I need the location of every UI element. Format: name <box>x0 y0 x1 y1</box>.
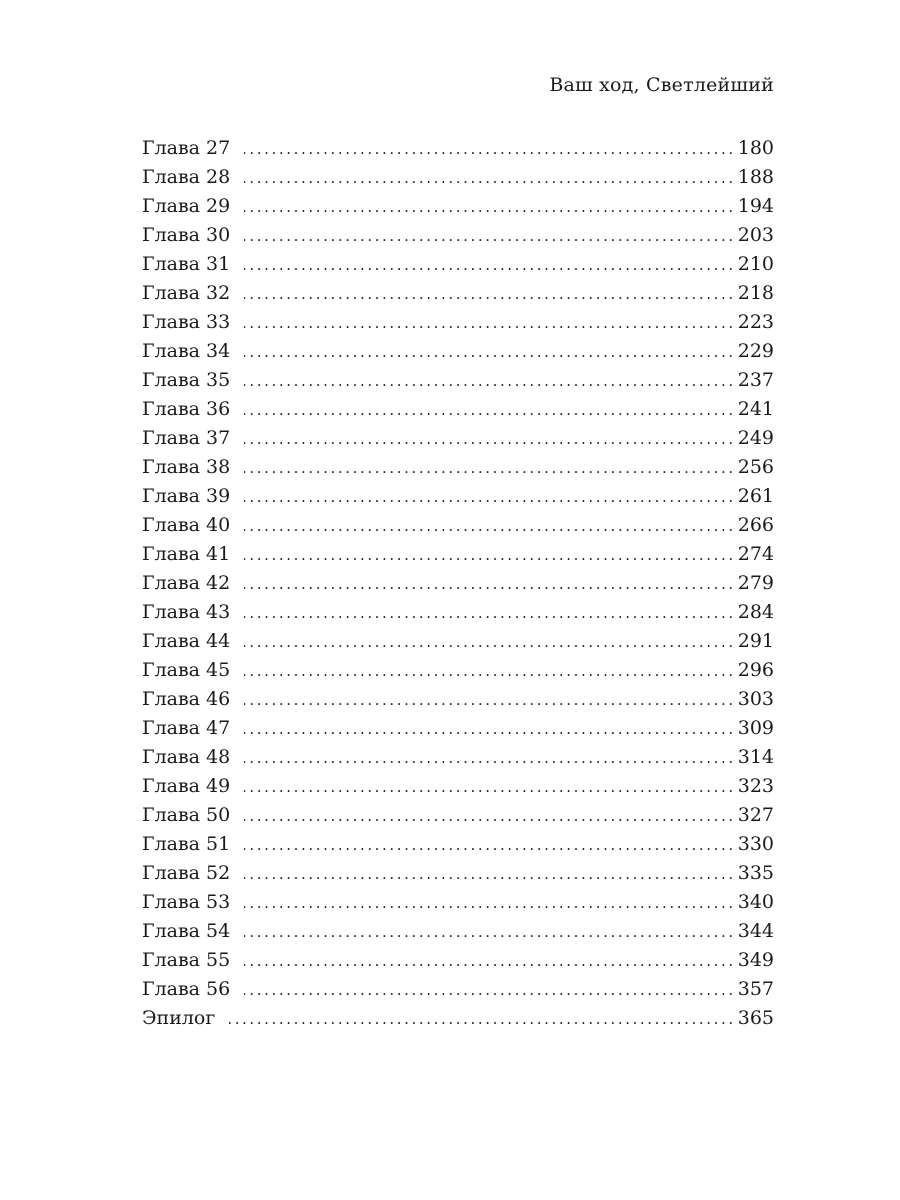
toc-dot-leader <box>244 425 736 454</box>
toc-entry <box>142 917 774 946</box>
toc-dot-leader <box>244 222 736 251</box>
toc-entry <box>142 279 774 308</box>
toc-dot-leader <box>244 773 736 802</box>
toc-entry <box>142 743 774 772</box>
toc-dot-leader <box>229 1005 735 1034</box>
toc-dot-leader <box>244 744 736 773</box>
toc-entry <box>142 714 774 743</box>
toc-entry-title: Глава 55 <box>142 949 231 971</box>
toc-entry-page: 279 <box>737 572 774 594</box>
toc-entry <box>142 598 774 627</box>
toc-entry-title: Глава 45 <box>142 659 231 681</box>
toc-entry-page: 340 <box>737 891 774 913</box>
toc-dot-leader <box>244 918 736 947</box>
toc-entry-epilogue <box>142 1004 774 1033</box>
toc-entry-page: 274 <box>737 543 774 565</box>
toc-entry <box>142 540 774 569</box>
toc-entry-title: Глава 37 <box>142 427 231 449</box>
toc-dot-leader <box>244 309 736 338</box>
toc-entry-page: 291 <box>737 630 774 652</box>
toc-entry <box>142 134 774 163</box>
toc-entry-page: 241 <box>737 398 774 420</box>
toc-entry-title: Глава 48 <box>142 746 231 768</box>
toc-entry-page: 194 <box>737 195 774 217</box>
toc-dot-leader <box>244 396 736 425</box>
toc-entry <box>142 772 774 801</box>
toc-entry-page: 357 <box>737 978 774 1000</box>
toc-entry <box>142 395 774 424</box>
toc-dot-leader <box>244 135 736 164</box>
toc-entry-title: Эпилог <box>142 1007 216 1029</box>
toc-entry-page: 365 <box>737 1007 774 1029</box>
toc-entry <box>142 192 774 221</box>
toc-dot-leader <box>244 483 736 512</box>
toc-entry-title: Глава 44 <box>142 630 231 652</box>
toc-dot-leader <box>244 599 736 628</box>
toc-dot-leader <box>244 164 736 193</box>
toc-entry <box>142 453 774 482</box>
toc-entry-page: 296 <box>737 659 774 681</box>
toc-entry-page: 218 <box>737 282 774 304</box>
toc-entry-title: Глава 41 <box>142 543 231 565</box>
toc-entry <box>142 656 774 685</box>
toc-entry <box>142 366 774 395</box>
toc-entry <box>142 975 774 1004</box>
toc-entry-page: 223 <box>737 311 774 333</box>
toc-dot-leader <box>244 628 736 657</box>
toc-entry <box>142 830 774 859</box>
toc-dot-leader <box>244 860 736 889</box>
toc-entry-page: 349 <box>737 949 774 971</box>
toc-dot-leader <box>244 947 736 976</box>
toc-entry-title: Глава 32 <box>142 282 231 304</box>
table-of-contents <box>142 134 774 1033</box>
toc-entry <box>142 337 774 366</box>
toc-entry-page: 229 <box>737 340 774 362</box>
toc-entry-page: 344 <box>737 920 774 942</box>
toc-entry-title: Глава 39 <box>142 485 231 507</box>
toc-entry-page: 188 <box>737 166 774 188</box>
toc-dot-leader <box>244 686 736 715</box>
toc-entry-page: 203 <box>737 224 774 246</box>
toc-entry-title: Глава 36 <box>142 398 231 420</box>
running-header-title: Ваш ход, Светлейший <box>549 74 774 96</box>
toc-entry-page: 256 <box>737 456 774 478</box>
toc-entry-title: Глава 27 <box>142 137 231 159</box>
toc-entry-page: 327 <box>737 804 774 826</box>
toc-entry-title: Глава 47 <box>142 717 231 739</box>
toc-dot-leader <box>244 454 736 483</box>
toc-dot-leader <box>244 976 736 1005</box>
toc-dot-leader <box>244 251 736 280</box>
toc-entry-title: Глава 28 <box>142 166 231 188</box>
toc-dot-leader <box>244 193 736 222</box>
toc-entry <box>142 511 774 540</box>
toc-entry-title: Глава 53 <box>142 891 231 913</box>
toc-entry-page: 237 <box>737 369 774 391</box>
toc-entry-page: 266 <box>737 514 774 536</box>
toc-entry-title: Глава 30 <box>142 224 231 246</box>
toc-entry-title: Глава 43 <box>142 601 231 623</box>
toc-entry-title: Глава 29 <box>142 195 231 217</box>
toc-dot-leader <box>244 541 736 570</box>
toc-dot-leader <box>244 715 736 744</box>
toc-dot-leader <box>244 367 736 396</box>
toc-entry <box>142 801 774 830</box>
toc-dot-leader <box>244 802 736 831</box>
toc-entry-page: 314 <box>737 746 774 768</box>
toc-entry <box>142 569 774 598</box>
toc-entry-title: Глава 50 <box>142 804 231 826</box>
toc-entry <box>142 482 774 511</box>
toc-entry-page: 210 <box>737 253 774 275</box>
toc-entry-page: 180 <box>737 137 774 159</box>
toc-entry-title: Глава 35 <box>142 369 231 391</box>
toc-entry-title: Глава 46 <box>142 688 231 710</box>
toc-dot-leader <box>244 280 736 309</box>
toc-entry <box>142 859 774 888</box>
toc-entry <box>142 946 774 975</box>
toc-entry-page: 335 <box>737 862 774 884</box>
toc-entry <box>142 250 774 279</box>
toc-entry <box>142 888 774 917</box>
toc-entry-title: Глава 56 <box>142 978 231 1000</box>
toc-entry-title: Глава 42 <box>142 572 231 594</box>
toc-entry <box>142 308 774 337</box>
toc-entry <box>142 163 774 192</box>
toc-entry-page: 309 <box>737 717 774 739</box>
toc-entry-page: 303 <box>737 688 774 710</box>
toc-entry-title: Глава 40 <box>142 514 231 536</box>
toc-entry-title: Глава 54 <box>142 920 231 942</box>
toc-dot-leader <box>244 889 736 918</box>
toc-entry <box>142 685 774 714</box>
toc-entry-title: Глава 49 <box>142 775 231 797</box>
toc-dot-leader <box>244 831 736 860</box>
toc-entry-title: Глава 31 <box>142 253 231 275</box>
toc-entry-title: Глава 52 <box>142 862 231 884</box>
toc-entry <box>142 221 774 250</box>
toc-entry-page: 249 <box>737 427 774 449</box>
toc-entry-title: Глава 33 <box>142 311 231 333</box>
toc-entry-page: 261 <box>737 485 774 507</box>
toc-entry-page: 284 <box>737 601 774 623</box>
toc-entry-title: Глава 51 <box>142 833 231 855</box>
toc-dot-leader <box>244 570 736 599</box>
toc-dot-leader <box>244 338 736 367</box>
toc-entry <box>142 627 774 656</box>
toc-dot-leader <box>244 657 736 686</box>
toc-entry-page: 330 <box>737 833 774 855</box>
toc-entry-title: Глава 34 <box>142 340 231 362</box>
toc-entry <box>142 424 774 453</box>
toc-entry-title: Глава 38 <box>142 456 231 478</box>
toc-dot-leader <box>244 512 736 541</box>
toc-entry-page: 323 <box>737 775 774 797</box>
